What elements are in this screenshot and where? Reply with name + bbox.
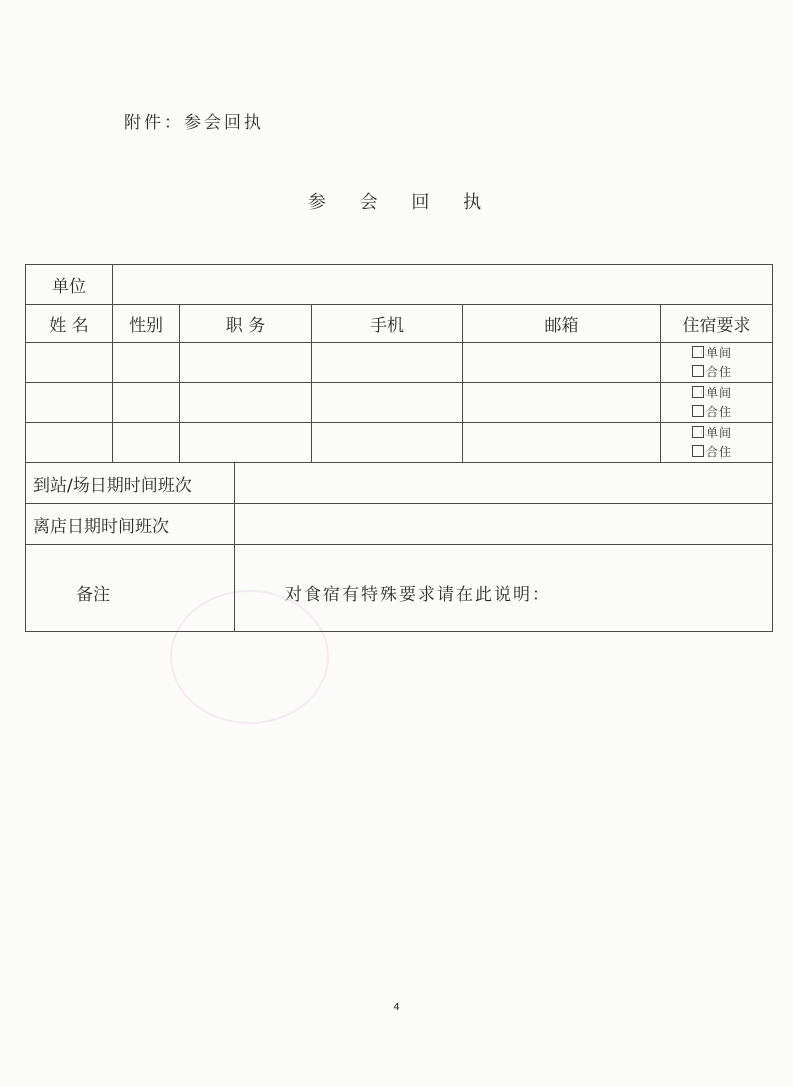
remarks-label: 备注 [26,545,235,632]
position-cell[interactable] [180,423,312,463]
checkbox-icon[interactable] [692,386,704,398]
checkbox-icon[interactable] [692,405,704,417]
remarks-prompt[interactable]: 对食宿有特殊要求请在此说明： [235,545,773,632]
shared-room-option[interactable] [692,443,772,462]
arrival-value-cell[interactable] [235,463,773,504]
column-header-row [26,305,773,343]
lodging-cell [661,423,773,463]
unit-row [26,265,773,305]
position-header: 职 务 [180,305,312,343]
name-cell[interactable] [26,343,113,383]
checkbox-icon[interactable] [692,346,704,358]
position-cell[interactable] [180,383,312,423]
shared-room-label: 合住 [706,444,733,459]
single-room-option[interactable] [692,344,772,363]
unit-value-cell[interactable] [113,265,773,305]
single-room-option[interactable] [692,384,772,403]
attendee-row [26,383,773,423]
arrival-row [26,463,773,504]
page-number: 4 [393,1002,400,1013]
lodging-header: 住宿要求 [661,305,773,343]
gender-cell[interactable] [113,343,180,383]
departure-label: 离店日期时间班次 [26,504,235,545]
phone-cell[interactable] [312,383,463,423]
shared-room-label: 合住 [706,364,733,379]
position-cell[interactable] [180,343,312,383]
shared-room-option[interactable] [692,403,772,422]
attachment-line: 附件：参会回执 [124,113,264,133]
name-header: 姓 名 [26,305,113,343]
email-cell[interactable] [463,383,661,423]
attendee-row [26,343,773,383]
phone-header: 手机 [312,305,463,343]
name-cell[interactable] [26,383,113,423]
gender-cell[interactable] [113,423,180,463]
departure-value-cell[interactable] [235,504,773,545]
checkbox-icon[interactable] [692,365,704,377]
email-header: 邮箱 [463,305,661,343]
single-room-label: 单间 [706,345,733,360]
single-room-label: 单间 [706,425,733,440]
phone-cell[interactable] [312,343,463,383]
email-cell[interactable] [463,343,661,383]
email-cell[interactable] [463,423,661,463]
departure-row [26,504,773,545]
shared-room-option[interactable] [692,363,772,382]
lodging-cell [661,383,773,423]
reply-form-table [25,264,773,632]
shared-room-label: 合住 [706,404,733,419]
phone-cell[interactable] [312,423,463,463]
unit-label: 单位 [26,265,113,305]
single-room-option[interactable] [692,424,772,443]
checkbox-icon[interactable] [692,426,704,438]
checkbox-icon[interactable] [692,445,704,457]
gender-header: 性别 [113,305,180,343]
lodging-cell [661,343,773,383]
attendee-row [26,423,773,463]
remarks-row [26,545,773,632]
gender-cell[interactable] [113,383,180,423]
name-cell[interactable] [26,423,113,463]
single-room-label: 单间 [706,385,733,400]
form-title: 参 会 回 执 [307,192,496,213]
arrival-label: 到站/场日期时间班次 [26,463,235,504]
